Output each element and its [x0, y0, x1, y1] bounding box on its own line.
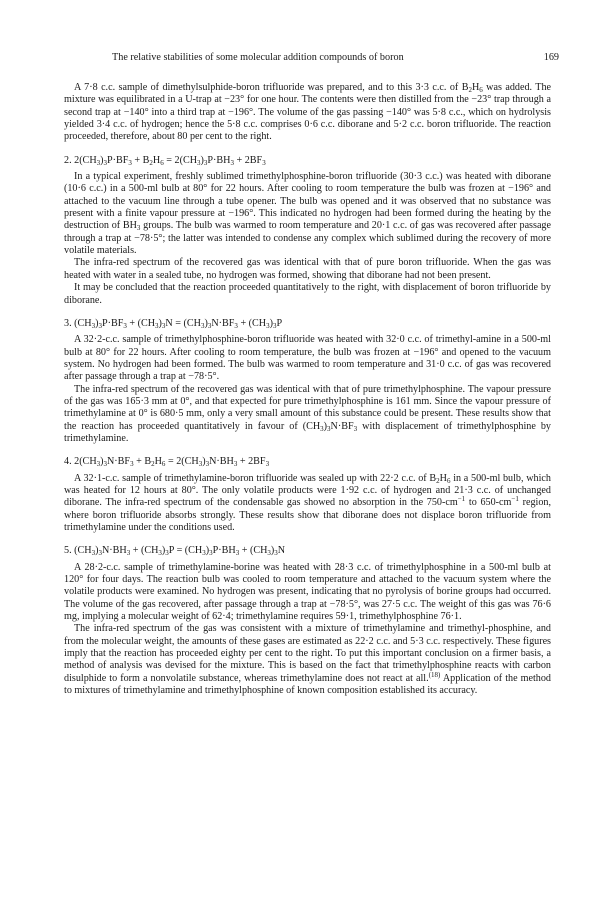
- body-text: [64, 82, 551, 697]
- reaction-equation: 3. $(CH_3)_3P\cdot BF_3 + (CH_3)_3N = (CH_3)_3N\cdot BF_3 + (CH_3)_3P$: [64, 317, 283, 330]
- reaction-equation: 2. $2(CH_3)_3P\cdot BF_3 + B_2H_6 = 2(CH_3)_3P\cdot BH_3 + 2BF_3$: [64, 154, 266, 167]
- body-paragraph: The infra-red spectrum of the gas was consistent with a mixture of trimethylamine and trimethyl-phosphine, and from the molecular weight, the amounts of these gases are estimated as 22·2 c.c. and 5·3 c.c. respectively. These figures imply that the reaction has proceeded eighty per cent to the right. To put this important conclusion on a firmer basis, a method of analysis was devised for the mixture. This is based on the fact that trimethylphosphine reacts with carbon disulphide to form a nonvolatile substance, whereas trimethylamine does not react at all.$^{(18)}$ Application of the method to mixtures of trimethylamine and trimethylphosphine of known composition established its accuracy.: [64, 623, 551, 697]
- body-paragraph: In a typical experiment, freshly sublimed trimethylphosphine-boron trifluoride (30·3 c.c.) was heated with diborane (10·6 c.c.) in a 500-ml bulb at 80° for 22 hours. After cooling to room temperature the bulb was frozen at −196° and attached to the vacuum line through a tube opener. The bulb was opened and it was observed that no substance was present with a finite vapour pressure at −196°. This indicated no hydrogen had been formed during the heating by the destruction of $BH_3$ groups. The bulb was warmed to room temperature and 20·1 c.c. of gas was recovered after passage through a trap at −78·5°; the latter was intended to condense any complex which sublimed during the recovery of more volatile materials.: [64, 171, 551, 257]
- reaction-equation: 4. $2(CH_3)_3N\cdot BF_3 + B_2H_6 = 2(CH_3)_3N\cdot BH_3 + 2BF_3$: [64, 456, 270, 469]
- running-title: The relative stabilities of some molecular addition compounds of boron: [112, 52, 404, 63]
- body-paragraph: The infra-red spectrum of the recovered gas was identical with that of pure boron trifluoride. When the gas was heated with water in a sealed tube, no hydrogen was formed, showing that diborane had not been present.: [64, 257, 551, 281]
- body-paragraph: A 28·2-c.c. sample of trimethylamine-borine was heated with 28·3 c.c. of trimethylphosphine in a 500-ml bulb at 120° for four days. The reaction bulb was cooled to room temperature and attached to the vacuum system where the volatile products were examined. No hydrogen was present, indicating that no pyrolysis of borine groups had occurred. The volume of the gas recovered, after passage through a trap at −78·5°, was 27·5 c.c. The weight of this gas was 76·6 mg, implying a molecular weight of 62·4; trimethylamine requires 59·1, trimethylphosphine 76·1.: [64, 561, 551, 623]
- paper-page: [64, 52, 559, 697]
- body-paragraph: A 32·1-c.c. sample of trimethylamine-boron trifluoride was sealed up with 22·2 c.c. of $B_2H_6$ in a 500-ml bulb, which was heated for 12 hours at 80°. The only volatile products were 1·92 c.c. of hydrogen and 21·3 c.c. of unchanged diborane. The infra-red spectrum of the condensable gas showed no absorption in the $750-cm^{-1}$ to $650-cm^{-1}$ region, where boron trifluoride absorbs strongly. These results show that diborane does not displace boron trifluoride from trimethylamine under the conditions used.: [64, 472, 551, 533]
- reaction-equation: 5. $(CH_3)_3N\cdot BH_3 + (CH_3)_3P = (CH_3)_3P\cdot BH_3 + (CH_3)_3N$: [64, 545, 286, 558]
- body-paragraph: It may be concluded that the reaction proceeded quantitatively to the right, with displacement of boron trifluoride by diborane.: [64, 282, 551, 306]
- page-number: 169: [543, 52, 559, 63]
- running-header: [64, 52, 559, 68]
- body-paragraph: The infra-red spectrum of the recovered gas was identical with that of pure trimethylphosphine. The vapour pressure of the gas was 165·3 mm at 0°, and that expected for pure trimethylphosphine is 161 mm. Since the vapour pressure of trimethylamine at 0° is 680·5 mm, only a very small amount of this substance could be present. These results show that the reaction has proceeded quantitatively in favour of $(CH_3)_3N\cdot BF_3$ with displacement of trimethylphosphine by trimethylamine.: [64, 383, 551, 444]
- body-paragraph: A 7·8 c.c. sample of dimethylsulphide-boron trifluoride was prepared, and to this 3·3 c.c. of $B_2H_6$ was added. The mixture was equilibrated in a U-trap at −23° for one hour. The contents were then distilled from the −23° trap through a second trap at −140° into a third trap at −196°. The volume of the gas passing −140° was 5·8 c.c., which on hydrolysis yielded 3·4 c.c. of hydrogen; hence the 5·8 c.c. comprises 0·6 c.c. diborane and 5·2 c.c. boron trifluoride. The reaction proceeded, therefore, about 80 per cent to the right.: [64, 82, 552, 143]
- body-paragraph: A 32·2-c.c. sample of trimethylphosphine-boron trifluoride was heated with 32·0 c.c. of trimethyl-amine in a 500-ml bulb at 80° for 22 hours. After cooling to room temperature, the bulb was frozen at −196° and opened to the vacuum system. No hydrogen had been formed. The bulb was warmed to room temperature and 31·0 c.c. of gas was recovered after passage through a trap at −78·5°.: [64, 334, 551, 383]
